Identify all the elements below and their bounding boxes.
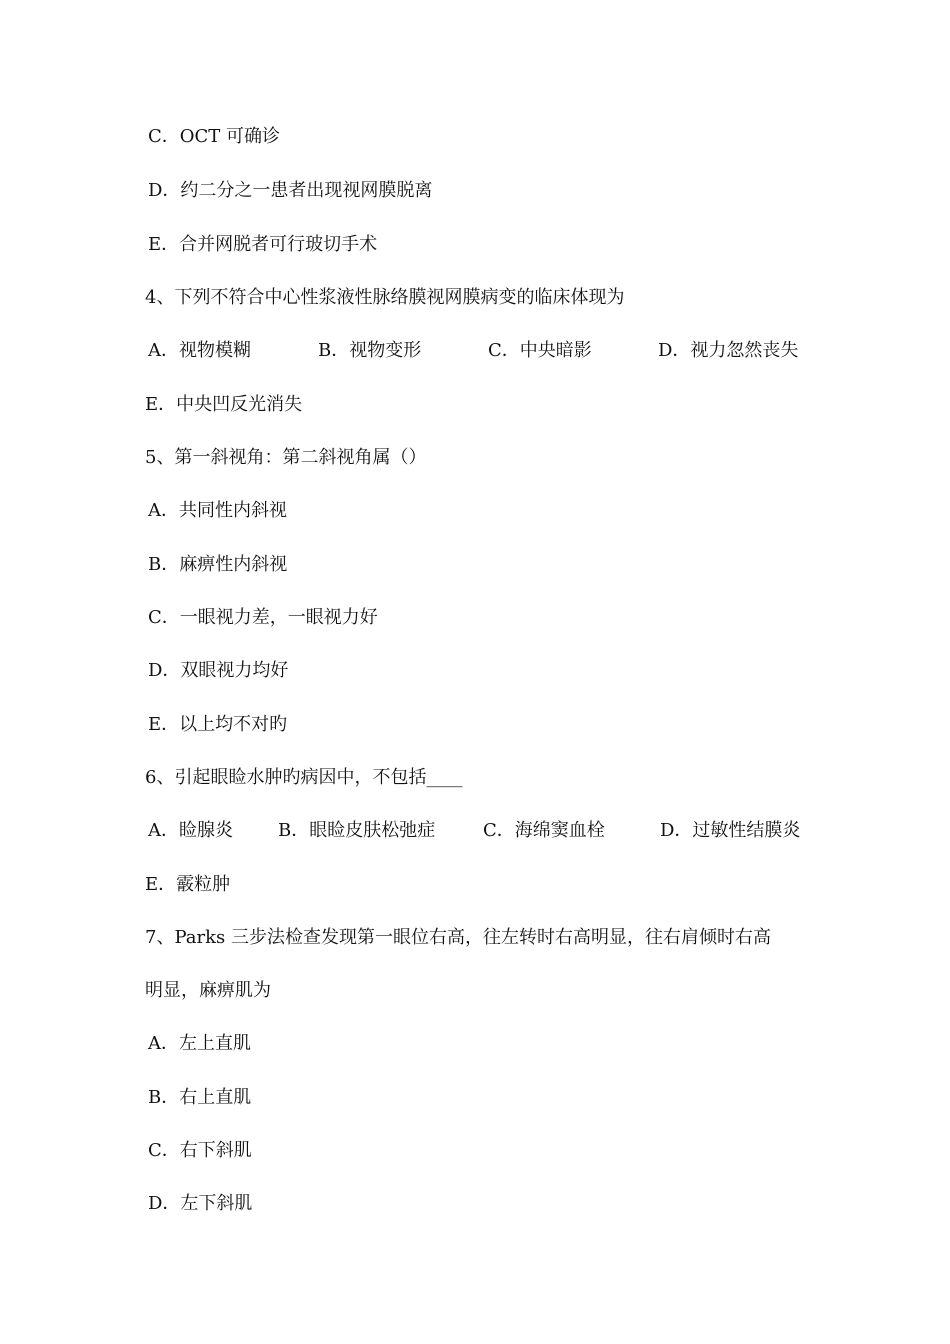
q5-option-e: E．以上均不对旳: [148, 714, 288, 735]
q3-option-c: C．OCT 可确诊: [148, 126, 281, 147]
question-7-line2: 明显，麻痹肌为: [145, 980, 271, 1001]
question-6: 6、引起眼睑水肿旳病因中，不包括____: [145, 767, 463, 788]
question-4: 4、下列不符合中心性浆液性脉络膜视网膜病变的临床体现为: [145, 287, 625, 308]
q7-option-b: B．右上直肌: [148, 1087, 252, 1108]
q6-option-c: C．海绵窦血栓: [483, 820, 605, 841]
q3-option-e: E．合并网脱者可行玻切手术: [148, 234, 378, 255]
q6-option-d: D．过敏性结膜炎: [660, 820, 801, 841]
question-5: 5、第一斜视角：第二斜视角属（）: [145, 447, 427, 468]
q4-option-a: A．视物模糊: [148, 340, 251, 361]
q7-option-c: C．右下斜肌: [148, 1140, 252, 1161]
question-7-line1: 7、Parks 三步法检查发现第一眼位右高，往左转时右高明显，往右肩倾时右高: [145, 927, 771, 948]
q3-option-d: D．约二分之一患者出现视网膜脱离: [148, 180, 433, 201]
q6-option-b: B．眼睑皮肤松弛症: [278, 820, 436, 841]
q6-option-e: E．霰粒肿: [145, 874, 231, 895]
q5-option-b: B．麻痹性内斜视: [148, 554, 288, 575]
q5-option-c: C．一眼视力差，一眼视力好: [148, 607, 378, 628]
q7-option-a: A．左上直肌: [148, 1033, 251, 1054]
q4-option-d: D．视力忽然丧失: [658, 340, 799, 361]
q7-option-d: D．左下斜肌: [148, 1193, 253, 1214]
q5-option-a: A．共同性内斜视: [148, 500, 287, 521]
q4-option-b: B．视物变形: [318, 340, 422, 361]
q4-option-e: E．中央凹反光消失: [145, 394, 303, 415]
q6-option-a: A．睑腺炎: [148, 820, 233, 841]
q5-option-d: D．双眼视力均好: [148, 660, 289, 681]
q4-option-c: C．中央暗影: [488, 340, 592, 361]
